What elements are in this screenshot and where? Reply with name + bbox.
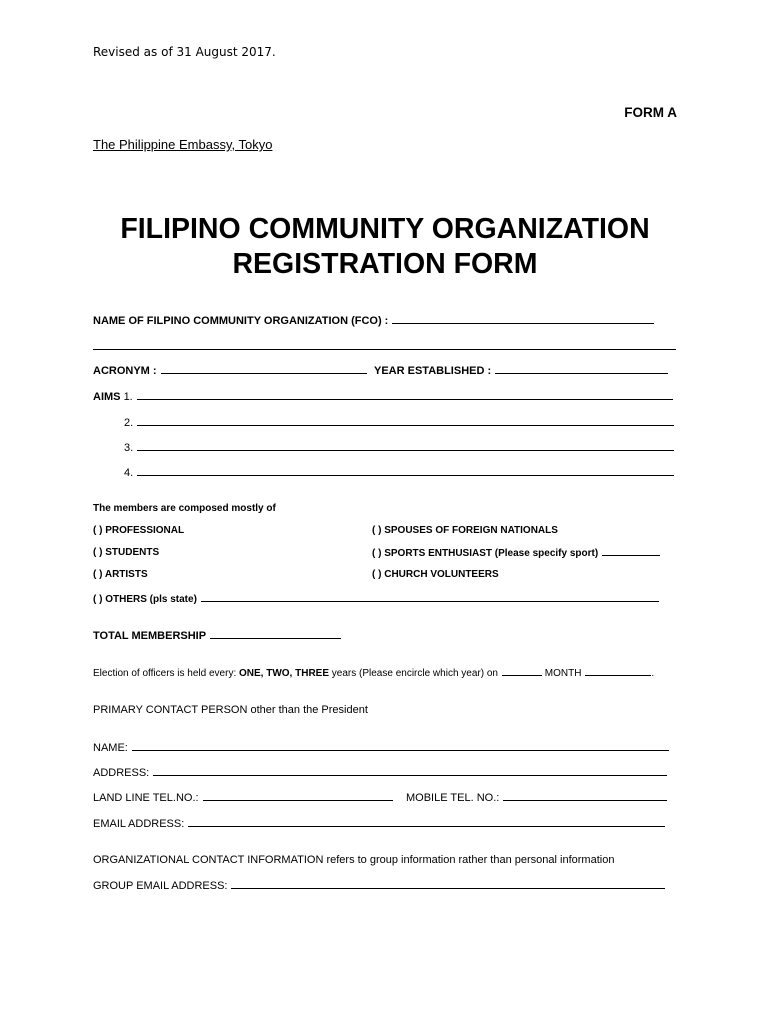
aims-field-4 [124,466,674,479]
fco-name-input[interactable] [392,314,654,324]
members-intro: The members are composed mostly of [93,503,276,514]
member-option-spouses[interactable]: ( ) SPOUSES OF FOREIGN NATIONALS [372,525,558,536]
contact-address-input[interactable] [153,766,667,776]
year-established-label: YEAR ESTABLISHED : [374,365,492,377]
election-month-input[interactable] [585,667,651,676]
acronym-field [93,364,367,377]
aims-field-1 [93,390,673,403]
contact-email-label: EMAIL ADDRESS: [93,818,185,830]
contact-name-field [93,741,669,754]
contact-email-field [93,817,665,830]
year-established-field [374,364,668,377]
form-title [0,212,770,282]
group-email-input[interactable] [231,879,665,889]
revision-date: Revised as of 31 August 2017. [93,45,276,59]
contact-address-field [93,766,667,779]
member-option-sports [372,547,660,559]
aims-3-label: 3. [124,442,134,454]
group-email-field [93,879,665,892]
acronym-input[interactable] [161,364,367,374]
aims-3-input[interactable] [137,441,674,451]
acronym-label: ACRONYM : [93,365,157,377]
election-prefix: Election of officers is held every: [93,668,237,679]
form-label: FORM A [624,105,677,120]
contact-landline-label: LAND LINE TEL.NO.: [93,792,199,804]
group-email-label: GROUP EMAIL ADDRESS: [93,880,228,892]
member-option-students[interactable]: ( ) STUDENTS [93,547,160,558]
contact-mobile-input[interactable] [503,791,667,801]
form-title-line2: REGISTRATION FORM [232,248,538,280]
org-contact-heading: ORGANIZATIONAL CONTACT INFORMATION refers to group information rather than personal information [93,854,615,866]
contact-email-input[interactable] [188,817,665,827]
contact-address-label: ADDRESS: [93,767,150,779]
total-membership-label: TOTAL MEMBERSHIP [93,630,207,642]
aims-field-3 [124,441,674,454]
election-field: Election of officers is held every: ONE, TWO, THREE years (Please encircle which year) on MONTH . [93,668,655,679]
aims-2-input[interactable] [137,416,674,426]
member-option-sports-label[interactable]: ( ) SPORTS ENTHUSIAST (Please specify sport) [372,548,599,559]
member-option-church[interactable]: ( ) CHURCH VOLUNTEERS [372,569,499,580]
election-month-label: MONTH [544,668,582,679]
total-membership-input[interactable] [210,629,341,639]
contact-mobile-field [406,791,667,804]
primary-contact-heading: PRIMARY CONTACT PERSON other than the President [93,704,368,716]
aims-4-input[interactable] [137,466,674,476]
fco-name-field [93,314,654,327]
contact-landline-field [93,791,393,804]
form-title-line1: FILIPINO COMMUNITY ORGANIZATION [120,213,650,245]
aims-field-2 [124,416,674,429]
member-option-others-label[interactable]: ( ) OTHERS (pls state) [93,594,197,605]
aims-4-label: 4. [124,467,134,479]
sports-specify-input[interactable] [602,547,660,556]
member-option-artists[interactable]: ( ) ARTISTS [93,569,148,580]
member-option-professional[interactable]: ( ) PROFESSIONAL [93,525,185,536]
member-option-others [93,593,659,605]
contact-mobile-label: MOBILE TEL. NO.: [406,792,500,804]
aims-1-label: 1. [123,391,133,403]
contact-landline-input[interactable] [203,791,393,801]
fco-name-label: NAME OF FILPINO COMMUNITY ORGANIZATION (FCO) : [93,315,389,327]
election-middle: years (Please encircle which year) on [331,668,498,679]
year-established-input[interactable] [495,364,668,374]
aims-label: AIMS [93,391,121,403]
total-membership-field [93,629,341,642]
contact-name-input[interactable] [132,741,669,751]
aims-1-input[interactable] [137,390,673,400]
fco-name-continuation-line[interactable] [93,349,676,350]
contact-name-label: NAME: [93,742,128,754]
embassy-name: The Philippine Embassy, Tokyo [93,137,273,152]
others-specify-input[interactable] [201,593,659,602]
aims-2-label: 2. [124,417,134,429]
election-year-options[interactable]: ONE, TWO, THREE [239,668,329,679]
election-day-input[interactable] [502,667,542,676]
